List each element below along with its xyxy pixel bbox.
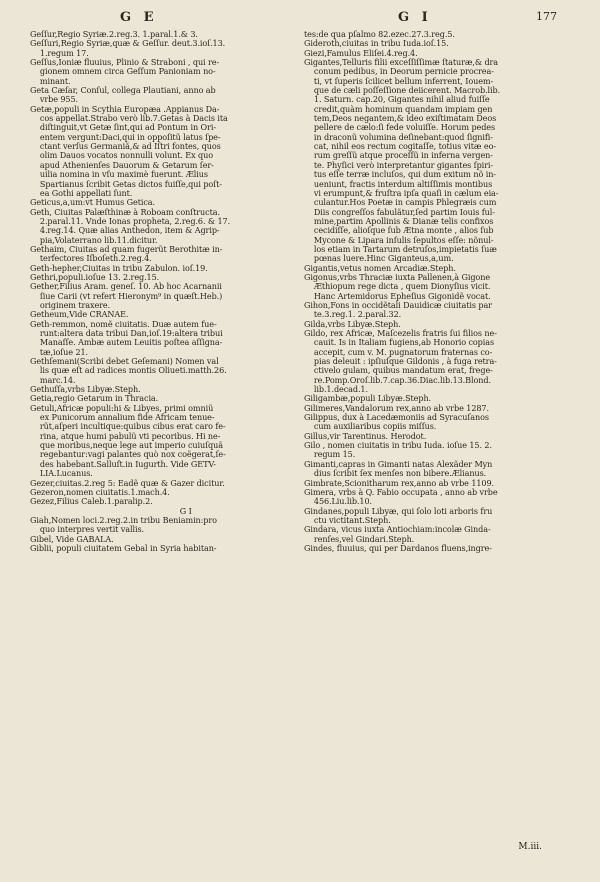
text-line: uilia nomina in vſu maximè fuerunt. Ælius (30, 169, 208, 180)
text-line: cauit. Is in Italiam fugiens,ab Honorio copias (304, 337, 495, 348)
text-line: los etiam in Tartarum detruſos,impietatis ſuæ (304, 243, 497, 254)
text-line: pias deleuit : ipſiuſque Gildonis , à fuga retra- (304, 356, 497, 367)
text-line: conum pedibus, in Deorum pernicie procrea- (304, 66, 494, 77)
text-line: que de cæli poſſeſſione deiicerent. Macrob.lib. (304, 85, 501, 96)
text-line: ea Gothi appellati ſunt. (30, 187, 133, 198)
text-line: Gigonus,vrbs Thraciæ iuxta Pallenen,à Gigone (304, 271, 491, 282)
text-line: re.Pomp.Oroſ.lib.7.cap.36.Diac.lib.13.Blond. (304, 374, 491, 385)
text-line: 4.reg.14. Quæ alias Anthedon, item & Agrip- (30, 225, 220, 236)
text-line: te. Phyſici verò interpretantur gigantes ſpiri- (304, 159, 494, 170)
running-header (0, 8, 600, 28)
text-line: Geſſur,Regio Syriæ.2.reg.3. 1.paral.1.& 3. (30, 30, 198, 39)
text-line: Gether,Filius Aram. geneſ. 10. Ab hoc Acarnanii (30, 281, 222, 292)
text-line: terfectores Iſboſeth.2.reg.4. (30, 253, 152, 264)
text-line: pellere de cælo:ſi fede voluiſſe. Horum pedes (304, 122, 496, 133)
text-line: culantur.Hos Poetæ in campis Phlegræis cum (304, 197, 497, 208)
text-line: vi erumpunt,& fruſtra ipſa quaſi in cælum eia- (304, 187, 499, 198)
text-line: vrbe 955. (30, 94, 78, 105)
text-line: cat, nihil eos rectum cogitaſſe, totius vitæ eo- (304, 141, 496, 152)
text-line: Geta Cæſar, Conſul, collega Plautiani, anno ab (30, 85, 216, 96)
text-line: gionem omnem circa Geſſum Panioniam no- (30, 66, 216, 77)
text-line: Gezeron,nomen ciuitatis.1.mach.4. (30, 486, 170, 497)
text-line: Gigantes,Telluris filii exceſſiſſimæ ſtaturæ,& dra (304, 57, 499, 68)
text-line: Geſſuri,Regio Syriæ,quæ & Geſſur. deut.3.ioſ.13. (30, 38, 226, 49)
text-line: Hanc Artemidorus Epheſius Gigonidẽ vocat. (304, 290, 491, 301)
text-line: Giblii, populi ciuitatem Gebal in Syria habitan- (30, 542, 217, 553)
page-number: 177 (536, 10, 557, 23)
text-line: Geth-remmon, nomẽ ciuitatis. Duæ autem fue- (30, 318, 217, 329)
text-line: quo interpres vertit vallis. (30, 524, 144, 535)
text-line: ſiue Carii (vt refert Hieronym⁹ in quæſt.Heb.) (30, 290, 223, 301)
text-line: ex Punicorum annalium fide Africam tenue- (30, 412, 215, 423)
text-line: Giezi,Famulus Eliſei.4.reg.4. (304, 47, 418, 58)
text-line: Gihon,Fons in occidẽtali Dauidicæ ciuitatis par (304, 299, 492, 310)
text-line: Getheum,Vide CRANAE. (30, 309, 129, 320)
text-line: Giah,Nomen loci.2.reg.2.in tribu Beniamin:pro (30, 514, 217, 525)
text-line: Gideroth,ciuitas in tribu Iuda.ioſ.15. (304, 38, 449, 49)
text-line: Getia,regio Getarum in Thracia. (30, 393, 159, 404)
text-line: Gibel, Vide GABALA. (30, 533, 114, 544)
text-line: ti, vt ſuperis ſcilicet bellum inferrent, Iouem- (304, 75, 494, 86)
text-line: ueniunt, fractis interdum altiſſimis montibus (304, 178, 493, 189)
text-line: Gezer,ciuitas.2.reg 5: Eadẽ quæ & Gazer dicitur. (30, 477, 225, 488)
text-line: ctu victitant.Steph. (304, 514, 391, 525)
text-line: lis quæ eſt ad radices montis Oliueti.matth.26. (30, 365, 227, 376)
text-line: olim Dauos vocatos nonnulli volunt. Ex quo (30, 150, 214, 161)
text-line: rũt,aſperi incultique:quibus cibus erat caro fe- (30, 421, 226, 432)
text-line: regum 15. (304, 449, 356, 460)
text-line: originem traxere. (30, 299, 111, 310)
text-line: rum greſſũ atque proceſſũ in inferna vergen- (304, 150, 493, 161)
text-line: Gilo , nomen ciuitatis in tribu Iuda. ioſue 15. 2. (304, 440, 492, 451)
text-line: pœnas luere.Hinc Giganteus,a,um. (304, 253, 454, 264)
text-line: Gimbrate,Scionitharum rex,anno ab vrbe 1109. (304, 477, 495, 488)
header-left-letters: G E (120, 10, 158, 25)
text-line: Mycone & Lipara inſulis ſepultos eſſe: nõnul- (304, 234, 494, 245)
right-column (304, 30, 572, 553)
text-line: 1. Saturn. cap.20, Gigantes nihil aliud fuiſſe (304, 94, 490, 105)
text-line: tem,Deos negantem,& ideo exiſtimatam Deos (304, 113, 497, 124)
text-line: Æthiopum rege dicta , quem Dionyſius vicit. (304, 281, 491, 292)
text-line: Geth, Ciuitas Palæſthinæ à Roboam conſtructa. (30, 206, 220, 217)
text-line: renſes,vel Gindari.Steph. (304, 533, 415, 544)
text-line: credit,quàm hominum quandam impiam gen (304, 103, 493, 114)
text-line: apud Athenienſes Dauorum & Getarum ſer- (30, 159, 214, 170)
text-line: tæ,ioſue 21. (30, 346, 89, 357)
text-line: 1.regum 17. (30, 47, 89, 58)
text-line: Geſſus,Ioniæ fluuius, Plinio & Straboni , qui re- (30, 57, 220, 68)
text-line: dius ſcribit ſex menſes non bibere.Ælianus. (304, 468, 487, 479)
text-line: tus eſſe terræ incluſos, qui dum exitum nõ in- (304, 169, 496, 180)
text-line: pia,Volaterrano lib.11.dicitur. (30, 234, 158, 245)
header-right-letters: G I (398, 10, 432, 25)
text-line: Gindara, vicus iuxta Antiochiam:incolæ Ginda- (304, 524, 491, 535)
text-line: Geticus,a,um:vt Humus Getica. (30, 197, 155, 208)
left-column (30, 30, 292, 553)
text-line: rina, atque humi pabulũ vti pecoribus. Hi ne- (30, 430, 221, 441)
text-line: Gigantis,vetus nomen Arcadiæ.Steph. (304, 262, 456, 273)
text-line: Getuli,Africæ populi:hi & Libyes, primi omniũ (30, 402, 214, 413)
text-line: cecidiſſe, alioſque ſub Ætna monte , alios ſub (304, 225, 494, 236)
text-line: que moribus,neque lege aut imperio cuiuſquã (30, 440, 223, 451)
text-line: minant. (30, 75, 71, 86)
signature-mark: M.iii. (518, 842, 542, 852)
text-line: Gillus,vir Tarentinus. Herodot. (304, 430, 427, 441)
text-line: Gethſemani(Scribi debet Geſemani) Nomen val (30, 356, 219, 367)
text-line: des habebant.Salluſt.in Iugurth. Vide GETV- (30, 458, 217, 469)
text-line: cos appellat.Strabo verò lib.7.Getas à Dacis ita (30, 113, 228, 124)
text-line: 2.paral.11. Vnde Ionas propheta, 2.reg.6. & 17. (30, 215, 231, 226)
text-line: LIA.Lucanus. (30, 468, 93, 479)
text-line: ctivelo gulam, quibus mandatum erat, frege- (304, 365, 493, 376)
text-line: Geth-hepher,Ciuitas in tribu Zabulon. ioſ.19. (30, 262, 208, 273)
text-line: in draconũ volumina deſinebant:quod ſignifi- (304, 131, 493, 142)
text-line: cum auxiliaribus copiis miſſus. (304, 421, 437, 432)
text-line: Gethri,populi.ioſue 13. 2.reg.15. (30, 271, 160, 282)
text-line: Gethaim, Ciuitas ad quam fugerũt Berothitæ in- (30, 243, 223, 254)
text-line: runt:altera data tribui Dan,ioſ.19:altera tribui (30, 328, 223, 338)
text-line: Gildo, rex Africæ, Maſcezelis fratris ſui filios ne- (304, 328, 497, 338)
text-line: 456.Liu.lib.10. (304, 496, 372, 507)
text-line: Gilda,vrbs Libyæ.Steph. (304, 318, 401, 329)
text-line: Gimanti,capras in Gimanti natas Alexãder Myn (304, 458, 493, 469)
text-line: accepit, cum v. M. pugnatorum fraternas co- (304, 346, 493, 357)
text-line: Diis congreſſos fabulãtur,ſed partim Iouis ful- (304, 206, 495, 217)
text-line: Gindanes,populi Libyæ, qui ſolo loti arboris fru (304, 505, 493, 516)
text-line: marc.14. (30, 374, 76, 385)
text-line: Gilippus, dux à Lacedæmoniis ad Syracuſanos (304, 412, 489, 423)
text-line: Getæ,populi in Scythia Europæa .Appianus Da- (30, 103, 220, 114)
text-line: Giligambæ,populi Libyæ.Steph. (304, 393, 432, 404)
text-line: Gezez,Filius Caleb.1.paralip.2. (30, 496, 153, 507)
text-line: tes:de qua pſalmo 82.ezec.27.3.reg.5. (304, 30, 455, 39)
text-line: te.3.reg.1. 2.paral.32. (304, 309, 402, 320)
text-line: Gimera, vrbs à Q. Fabio occupata , anno ab vrbe (304, 486, 498, 497)
text-line: Gilimeres,Vandalorum rex,anno ab vrbe 1287. (304, 402, 489, 413)
text-line: regebantur:vagi palantes quò nox coëgerat,ſe- (30, 449, 226, 460)
text-line: Spartianus ſcribit Getas dictos fuiſſe,qui poſt- (30, 178, 222, 189)
text-line: lib.1.decad.1. (304, 384, 368, 395)
text-line: Gindes, fluuius, qui per Dardanos fluens,ingre- (304, 542, 492, 553)
text-line: G I (130, 505, 192, 516)
text-line: ctant verſus Germaniã,& ad Iſtri fontes, quos (30, 141, 221, 152)
text-line: entem vergunt:Daci,qui in oppoſitũ latus ſpe- (30, 131, 221, 142)
text-line: diſtinguit,vt Getæ ſint,qui ad Pontum in Ori- (30, 122, 216, 133)
text-line: Gethuſſa,vrbs Libyæ.Steph. (30, 384, 141, 395)
text-line: mine,partim Apollinis & Dianæ telis confixos (304, 215, 494, 226)
text-line: Manaſſe. Ambæ autem Leuitis poſtea aſſigna- (30, 337, 223, 348)
